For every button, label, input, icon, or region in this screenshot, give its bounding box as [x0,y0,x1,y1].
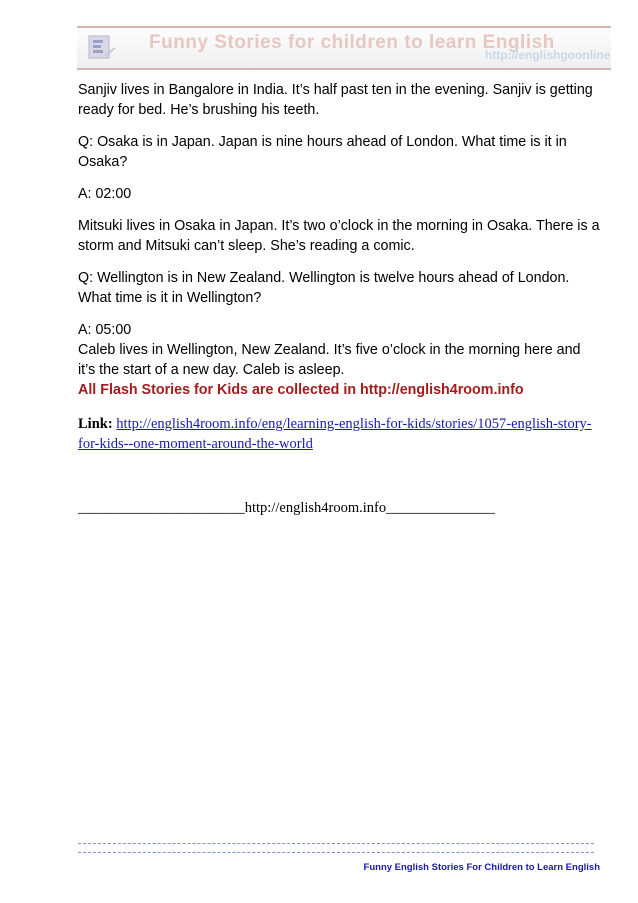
story-paragraph: Caleb lives in Wellington, New Zealand. It’s five o’clock in the morning here and it’s the start of a new day. Caleb is asleep. [78,342,581,378]
answer-paragraph: A: 05:00 [78,322,132,338]
site-footer-line: _______________________http://english4room.info_______________ [78,500,495,516]
source-link-line [78,414,600,454]
link-label: Link: [78,416,113,432]
page-footer-caption: Funny English Stories For Children to Learn English [363,862,600,873]
logo-icon [87,34,117,62]
story-paragraph: Mitsuki lives in Osaka in Japan. It’s two o’clock in the morning in Osaka. There is a storm and Mitsuki can’t sleep. She’s reading a comic. [78,218,600,254]
story-content [78,80,600,454]
banner-title: Funny Stories for children to learn English [149,32,555,53]
flash-stories-note: All Flash Stories for Kids are collected in http://english4room.info [78,382,524,398]
bottom-divider [78,843,594,853]
question-paragraph: Q: Osaka is in Japan. Japan is nine hours ahead of London. What time is it in Osaka? [78,134,567,170]
banner-url: http://englishgoonline [485,48,611,62]
answer-paragraph: A: 02:00 [78,186,132,202]
header-banner [77,26,611,70]
story-paragraph: Sanjiv lives in Bangalore in India. It’s half past ten in the evening. Sanjiv is getting ready for bed. He’s brushing his teeth. [78,82,593,118]
source-link[interactable]: http://english4room.info/eng/learning-english-for-kids/stories/1057-english-story-for-kids--one-moment-around-the-world [78,416,592,452]
question-paragraph: Q: Wellington is in New Zealand. Wellington is twelve hours ahead of London. What time is it in Wellington? [78,270,570,306]
